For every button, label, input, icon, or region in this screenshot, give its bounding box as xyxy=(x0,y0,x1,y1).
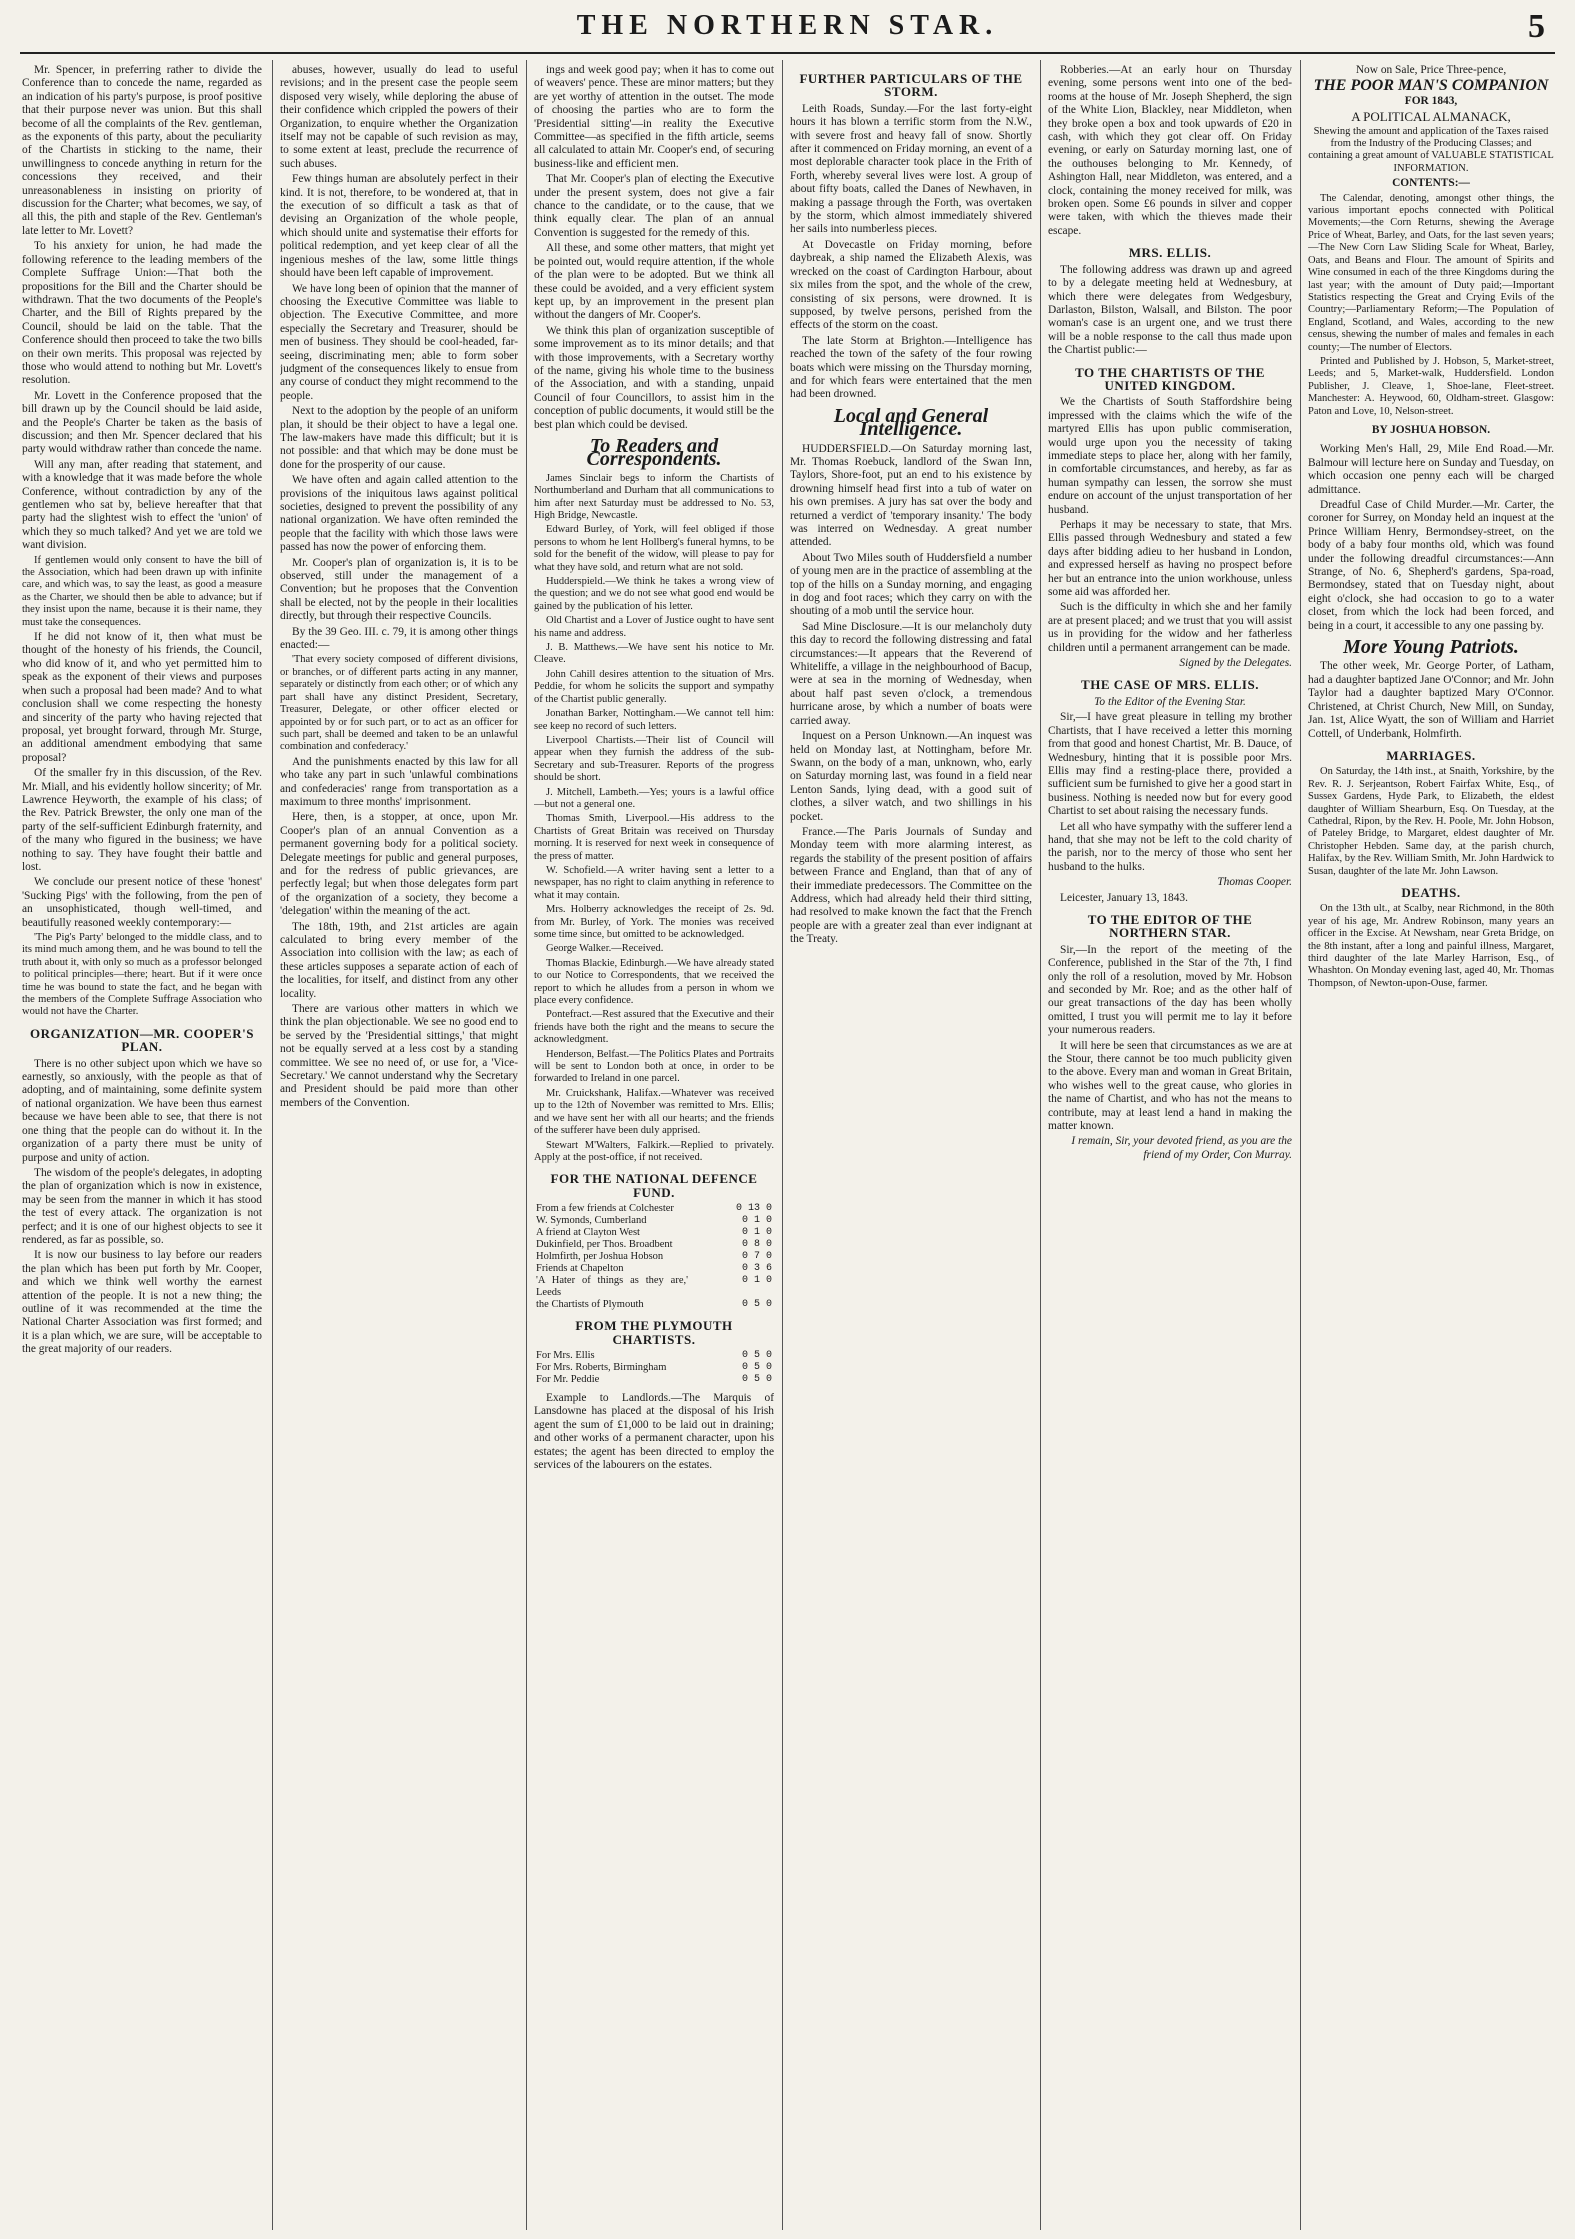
article-paragraph: If he did not know of it, then what must be thought of the honesty of his friends, the Council, who did know of it, and who yet permitted him to speak as the exponent of their views and purposes when such a proposal had been made? And to what conclusion shall we come respecting the honesty and sincerity of the party who having rejected that proposal, yet brought forward, through Mr. Sturge, an additional amendment embodying that same proposal? xyxy=(22,631,262,764)
correspondent-note: Mrs. Holberry acknowledges the receipt of 2s. 9d. from Mr. Burley, of York. The monies was received some time since, but omitted to be acknowledged. xyxy=(534,904,774,940)
article-paragraph: Such is the difficulty in which she and her family are at present placed; and we trust that you will assist us in providing for the widow and her fatherless children until a permanent arrangement can be made. xyxy=(1048,601,1292,654)
article-paragraph: Sad Mine Disclosure.—It is our melancholy duty this day to record the following distressing and fatal circumstances:—It appears that the Reverend of Whiteliffe, a village in the neighbourhood of Bacup, were at sea in the morning of Wednesday, when about half past seven o'clock, a tremendous hurricane arose, by which a number of boats were carried away. xyxy=(790,620,1032,727)
article-paragraph: On Saturday, the 14th inst., at Snaith, Yorkshire, by the Rev. R. J. Serjeantson, Robert Fairfax White, Esq., of Sussex Gardens, Hyde Park, to Elizabeth, the eldest daughter of William Shearburn, Esq. On Tuesday, at the Cathedral, Ripon, by the Rev. H. Poole, Mr. John Hobson, of Pateley Bridge, to Margaret, eldest daughter of Mr. Christopher Hebden. Same day, at the parish church, Halifax, by the Rev. William Smith, Mr. John Hardwick to Susan, daughter of the late Mr. John Lawson. xyxy=(1308,766,1554,877)
correspondent-note: W. Schofield.—A writer having sent a letter to a newspaper, has no right to claim anything in reference to what it may contain. xyxy=(534,864,774,901)
article-paragraph: The wisdom of the people's delegates, in adopting the plan of organization which is now in existence, may be seen from the manner in which it has stood the test of every attack. The organization is not perfect; and it is one of our highest objects to see it rendered, as far as possible, so. xyxy=(22,1166,262,1246)
article-quote: 'That every society composed of different divisions, or branches, or of different parts acting in any manner, separately or distinctly from each other; or of which any part shall have any distinct President, Secretary, Treasurer, Delegate, or other officer elected or appointed by or for such part, or to act as an officer for such part, shall be deemed and taken to be an unlawful combination and confederacy.' xyxy=(280,654,518,753)
header-rule xyxy=(20,52,1555,54)
article-paragraph: Inquest on a Person Unknown.—An inquest was held on Monday last, at Nottingham, before Mr. Swann, on the body of a man, unknown, who, early on Saturday morning last, was found in a field near Lenton Sands, lying dead, with a good suit of clothes, a silver watch, and two shillings in his pocket. xyxy=(790,730,1032,823)
article-quote: If gentlemen would only consent to have the bill of the Association, which had been drawn up with infinite care, and which was, to say the least, as good a measure as the Charter, we should then be able to advance; but if they insist upon the name, because it is their name, they must take the consequences. xyxy=(22,554,262,628)
table-row: For Mrs. Ellis 0 5 0 xyxy=(536,1349,772,1361)
correspondent-note: Edward Burley, of York, will feel obliged if those persons to whom he lent Hollberg's funeral hymns, to be sold for the benefit of the widow, will please to pay for what they have sold, and return what are not sold. xyxy=(534,524,774,573)
article-paragraph: Let all who have sympathy with the sufferer lend a hand, that she may not be left to the cold charity of the parish, nor to the mercy of those who sent her husband to the hulks. xyxy=(1048,820,1292,873)
article-paragraph: On the 13th ult., at Scalby, near Richmond, in the 80th year of his age, Mr. Andrew Robinson, many years an officer in the Excise. At Newsham, near Greta Bridge, on the 8th instant, after a long and painful illness, Margaret, third daughter of the late Marley Harrison, Esq., of Whashton. On Monday evening last, aged 40, Mr. Thomas Thompson, of Newton-upon-Ouse, farmer. xyxy=(1308,903,1554,989)
correspondent-note: John Cahill desires attention to the situation of Mrs. Peddie, for whom he solicits the support and sympathy of the Chartist public generally. xyxy=(534,668,774,705)
section-heading-storm: FURTHER PARTICULARS OF THE STORM. xyxy=(799,71,1023,100)
article-paragraph: Sir,—I have great pleasure in telling my brother Chartists, that I have received a letter this morning from that good and honest Chartist, Mr. B. Dauce, of Wednesbury, hinting that it is possible poor Mrs. Ellis may find a resting-place there, provided a sufficient sum be furnished to give her a good start in business. Nothing is needed now but for every good Chartist to set about raising the necessary funds. xyxy=(1048,711,1292,818)
article-paragraph: ings and week good pay; when it has to come out of weavers' pence. These are minor matters; but they are yet worthy of attention in the outset. The mode of choosing the parties who are to form the 'Presidential sitting'—in reality the Executive Committee—as specified in the fifth article, seems all calculated to attain Mr. Cooper's end, of securing business-like and efficient men. xyxy=(534,64,774,170)
masthead: THE NORTHERN STAR. xyxy=(576,10,999,41)
table-row: 'A Hater of things as they are,' Leeds 0 1 0 xyxy=(536,1275,772,1299)
section-heading-readers: To Readers and Correspondents. xyxy=(586,434,722,471)
article-paragraph: We have often and again called attention to the provisions of the iniquitous laws against political societies, designed to prevent the possibility of any national organization. We have often reminded the people that the facility with which those laws were passed has now the power of enforcing them. xyxy=(280,474,518,554)
correspondent-note: Thomas Smith, Liverpool.—His address to the Chartists of Great Britain was received on Thursday morning. It is reserved for next week in consequence of the press of matter. xyxy=(534,813,774,862)
article-paragraph: Here, then, is a stopper, at once, upon Mr. Cooper's plan of an annual Convention as a permanent governing body for a political society. Delegate meetings for public and general purposes, and for the redress of public grievances, are perfectly legal; but when those delegates form part of the organization of a society, they become a 'delegation' within the meaning of the act. xyxy=(280,811,518,918)
signature: I remain, Sir, your devoted friend, as you are the friend of my Order, Con Murray. xyxy=(1071,1135,1292,1161)
correspondent-note: Old Chartist and a Lover of Justice ought to have sent his name and address. xyxy=(534,615,774,639)
table-row: Dukinfield, per Thos. Broadbent 0 8 0 xyxy=(536,1239,772,1251)
article-paragraph: By the 39 Geo. III. c. 79, it is among other things enacted:— xyxy=(280,625,518,652)
article-quote: 'The Pig's Party' belonged to the middle class, and to its mind much among them, and he was bound to tell the truth about it, with only so much as a professor belonged to political principles—there; heart. But if it were once time he was bound to state the fact, and he began with the members of the Complete Suffrage Association who would not have the Charter. xyxy=(22,932,262,1018)
correspondent-note: Jonathan Barker, Nottingham.—We cannot tell him: see keep no record of such letters. xyxy=(534,708,774,732)
column-4 xyxy=(790,64,1032,2224)
correspondent-note: Henderson, Belfast.—The Politics Plates and Portraits will be sent to London both at once, in order to be forwarded to Ireland in one parcel. xyxy=(534,1048,774,1085)
table-row: For Mr. Peddie 0 5 0 xyxy=(536,1373,772,1385)
column-2 xyxy=(280,64,518,2224)
article-paragraph: Leith Roads, Sunday.—For the last forty-eight hours it has blown a terrific storm from the N.W., with severe frost and heavy fall of snow. Shortly after it commenced on Friday morning, an event of a most deplorable character took place in the Frith of Forth, whereby several lives were lost. A group of about fifty boats, called the Danes of Newhaven, in making a passage through the Forth, was overtaken by the storm, which almost immediately shivered her sails into numberless pieces. xyxy=(790,102,1032,236)
ad-year: FOR 1843, xyxy=(1404,94,1458,107)
column-rule xyxy=(526,60,527,2230)
ad-contents-head: CONTENTS:— xyxy=(1392,177,1470,190)
column-rule xyxy=(782,60,783,2230)
section-heading-case: THE CASE OF MRS. ELLIS. xyxy=(1081,677,1259,693)
table-row: the Chartists of Plymouth 0 5 0 xyxy=(536,1299,772,1311)
column-3 xyxy=(534,64,774,2224)
article-paragraph: All these, and some other matters, that might yet be pointed out, would require attention, if the whole of the plan were to be adopted. But we think all these could be avoided, and a very efficient system kept up, by an improvement in the present plan without the dangers of Mr. Cooper's. xyxy=(534,242,774,322)
article-paragraph: About Two Miles south of Huddersfield a number of young men are in the practice of assembling at the top of the hills on a Sunday morning, and engaging in dog and foot races; which they carry on with the shouting of a mob until the service hour. xyxy=(790,551,1032,618)
article-paragraph: And the punishments enacted by this law for all who take any part in such 'unlawful combinations and confederacies' range from transportation as a maximum to three months' imprisonment. xyxy=(280,755,518,808)
article-paragraph: Dreadful Case of Child Murder.—Mr. Carter, the coroner for Surrey, on Monday held an inquest at the Prince William Henry, Bermondsey-street, on the body of a baby four months old, which was found under the following dreadful circumstances:—Ann Strange, of No. 6, Shepherd's gardens, Spa-road, Bermondsey, stated that on Tuesday night, about eight o'clock, she had occasion to go to a water closet, from which the lock had been forced, and being in a court, it accessible to any one passing by. xyxy=(1308,499,1554,632)
page-number: 5 xyxy=(1528,8,1545,45)
article-paragraph: Example to Landlords.—The Marquis of Lansdowne has placed at the disposal of his Irish agent the sum of £1,000 to be laid out in draining; and other works of a permanent character, upon his estates; the agent has been directed to employ the services of the labourers on the estates. xyxy=(534,1391,774,1471)
column-5 xyxy=(1048,64,1292,2224)
article-paragraph: Few things human are absolutely perfect in their kind. It is not, therefore, to be wondered at, that in the execution of so difficult a task as that of devising an Organization of the whole people, which should unite and systematise their efforts for political redemption, and yet keep clear of all the ingenious meshes of the law, some little things should have been left capable of improvement. xyxy=(280,173,518,280)
section-heading-address: TO THE CHARTISTS OF THE UNITED KINGDOM. xyxy=(1075,364,1265,393)
article-paragraph: Mr. Lovett in the Conference proposed that the bill drawn up by the Council should be laid aside, and the People's Charter be taken as the basis of discussion; and then Mr. Spencer declared that his party would withdraw rather than concede the name. xyxy=(22,389,262,456)
article-paragraph: The following address was drawn up and agreed to by a delegate meeting held at Wednesbury, at which there were delegates from Wedgesbury, Darlaston, Bilston, Walsall, and Bilston. The poor woman's case is an urgent one, and we trust there will be a noble response to the call thus made upon the Chartist public:— xyxy=(1048,263,1292,357)
article-paragraph: Mr. Spencer, in preferring rather to divide the Conference than to concede the name, regarded as an indication of his party's purpose, is proof positive that their purpose never was union. But this shall become of all the complaints of the Rev. gentleman, as the exponents of this party, about the peculiarity of the Chartists in sticking to the name, their unwillingness to concede anything in return for the concessions they received, and their unreasonableness in insisting on priority of discussion for the Charter; what becomes, we say, of all this, the pith and staple of the Rev. Gentleman's late letter to Mr. Lovett? xyxy=(22,64,262,237)
column-rule xyxy=(272,60,273,2230)
article-paragraph: We the Chartists of South Staffordshire being impressed with the claims which the wife of the martyred Ellis has upon public commiseration, would urge upon you the necessity of taking immediate steps to place her, along with her family, in comfortable circumstances, and hereby, as far as human sympathy can lessen, the sorrow she must endure on account of the unjust transportation of her husband. xyxy=(1048,396,1292,516)
article-paragraph: There are various other matters in which we think the plan objectionable. We see no good end to be served by the 'Presidential sittings,' that might not be equally served at a less cost by a standing committee. We see no need of, or use for, a 'Vice-Secretary.' We cannot understand why the Secretary and President should be paid more than other members of the Convention. xyxy=(280,1003,518,1109)
article-paragraph: The other week, Mr. George Porter, of Latham, had a daughter baptized Jane O'Connor; and Mr. John Taylor had a daughter baptized Mary O'Connor. Christened, at Christ Church, New Mill, on Sunday, Jan. 1st, Alice Wyatt, the son of William and Harriet Cottell, of Underbank, Holmfirth. xyxy=(1308,660,1554,740)
correspondent-note: Thomas Blackie, Edinburgh.—We have already stated to our Notice to Correspondents, that we received the report to which he alludes from a person in whom we place every confidence. xyxy=(534,957,774,1007)
article-paragraph: Mr. Cooper's plan of organization is, it is to be observed, still under the management of a Convention; but he proposes that the Convention shall be elected, not by the people in their localities directly, but through their respective Councils. xyxy=(280,556,518,623)
article-paragraph: That Mr. Cooper's plan of electing the Executive under the present system, does not give a fair chance to the candidate, or to the cause, that we think equally clear. The plan of an annual Convention is suggested for the remedy of this. xyxy=(534,173,774,239)
correspondent-note: Mr. Cruickshank, Halifax.—Whatever was received up to the 12th of November was remitted to Mrs. Ellis; and we have sent her with all our hearts; and the friends of the sufferer have been duly apprised. xyxy=(534,1087,774,1137)
section-heading-local: Local and General Intelligence. xyxy=(833,404,989,441)
correspondent-note: J. Mitchell, Lambeth.—Yes; yours is a lawful office—but not a general one. xyxy=(534,786,774,810)
plymouth-fund-table xyxy=(534,1350,774,1386)
article-paragraph: It will here be seen that circumstances as we are at the Stour, there cannot be too much publicity given to the above. Every man and woman in Great Britain, who wishes well to the great cause, who glories in the name of Chartist, and who has not the means to contribute, may at least lend a hand in making the matter known. xyxy=(1048,1039,1292,1133)
article-paragraph: Of the smaller fry in this discussion, of the Rev. Mr. Miall, and his evidently hollow sincerity; of Mr. Lawrence Heyworth, the example of his class; of the Rev. Patrick Brewster, the only one man of the party of the self-sufficient Edinburgh fraternity, and of the many who figured in the business; we have nothing to say. They have fought their battle and lost. xyxy=(22,767,262,873)
article-paragraph: Sir,—In the report of the meeting of the Conference, published in the Star of the 7th, I find only the roll of a resolution, moved by Mr. Hobson and seconded by Mr. Roe; and as the other half of our great transactions of the day has been wholly omitted, I trust you will permit me to lay it before your numerous readers. xyxy=(1048,943,1292,1037)
column-6 xyxy=(1308,64,1554,2224)
article-paragraph: It is now our business to lay before our readers the plan which has been put forth by Mr. Cooper, and which we think well worthy the earnest attention of the people. It is not a new thing; the outline of it was recommended at the time the National Charter Association was first formed; and it is a plan which, we are sure, will be acceptable to the great majority of our readers. xyxy=(22,1249,262,1356)
table-row: From a few friends at Colchester 0 13 0 xyxy=(536,1203,772,1215)
article-paragraph: To his anxiety for union, he had made the following reference to the leading members of the Complete Suffrage Union:—That both the propositions for the Bill and the Charter should be withdrawn. That the two documents of the People's Charter, and the Bill of Rights prepared by the Council, should be laid on the table. That the Conference should then proceed to take the two bills on their own merits. This proposal was rejected by those who would attend to nothing but Mr. Lovett's resolution. xyxy=(22,240,262,387)
section-heading-organization: ORGANIZATION—MR. COOPER'S PLAN. xyxy=(30,1025,254,1055)
table-row: Friends at Chapelton 0 3 6 xyxy=(536,1263,772,1275)
section-heading-patriots: More Young Patriots. xyxy=(1343,636,1519,659)
article-paragraph: France.—The Paris Journals of Sunday and Monday teem with more alarming interest, as regards the stability of the present position of affairs between France and England, than that of any of their immediate predecessors. The Committee on the Address, which had already held their third sitting, had resolved to make known the fact that the French people are with a greater zeal than ever indignant at the Treaty. xyxy=(790,825,1032,946)
column-rule xyxy=(1300,60,1301,2230)
article-paragraph: Will any man, after reading that statement, and with a knowledge that it was made before the whole Conference, without contradiction by any of the gentlemen who sat by, believe hereafter that that party had the slightest wish to effect the 'union' of which they so much talked? And yet we are told we want division. xyxy=(22,458,262,552)
section-heading-fund: FOR THE NATIONAL DEFENCE FUND. xyxy=(550,1171,758,1200)
ad-title: THE POOR MAN'S COMPANION xyxy=(1313,77,1549,95)
article-paragraph: Next to the adoption by the people of an uniform plan, it should be their object to have a legal one. The law-makers have made this difficult; but it is not possible: and that which may be done must be done for the prosperity of our cause. xyxy=(280,405,518,471)
table-row: For Mrs. Roberts, Birmingham 0 5 0 xyxy=(536,1361,772,1373)
section-heading-plymouth: FROM THE PLYMOUTH CHARTISTS. xyxy=(575,1318,733,1347)
ad-subtitle: A POLITICAL ALMANACK, xyxy=(1351,109,1511,125)
article-paragraph: The late Storm at Brighton.—Intelligence has reached the town of the safety of the four rowing boats which were missing on the Thursday morning, and for which fears were entertained that the men had been drowned. xyxy=(790,334,1032,401)
correspondent-note: Liverpool Chartists.—Their list of Council will appear when they furnish the address of the sub-Secretary and sub-Treasurer. Reports of the progress should be short. xyxy=(534,734,774,784)
article-paragraph: We think this plan of organization susceptible of some improvement as to its minor details; and that with those improvements, with a Secretary worthy of the name, giving his whole time to the business of the Association, and with a standing, unpaid Council of four Councillors, to assist him in the conception of public documents, it would still be the best plan which could be devised. xyxy=(534,324,774,431)
article-paragraph: Working Men's Hall, 29, Mile End Road.—Mr. Balmour will lecture here on Sunday and Tuesday, on which occasion one penny each will be charged admittance. xyxy=(1308,443,1554,496)
correspondent-note: Hudderspield.—We think he takes a wrong view of the question; and we do not see what good end would be gained by the publication of his letter. xyxy=(534,576,774,612)
correspondent-note: George Walker.—Received. xyxy=(546,943,664,955)
signature: Thomas Cooper. xyxy=(1217,876,1292,889)
fund-table xyxy=(534,1203,774,1311)
article-paragraph: The 18th, 19th, and 21st articles are again calculated to bring every member of the Association into collision with the law; as each of these articles supposes a separate action of each of the localities, for itself, and distinct from any other locality. xyxy=(280,920,518,1000)
page-header xyxy=(0,0,1575,60)
ad-contents: The Calendar, denoting, amongst other things, the various important epochs connected with Political Movements;—the Corn Returns, shewing the Average Price of Wheat, Barley, and Oats, for the last seven years;—The New Corn Law Sliding Scale for Wheat, Barley, Oats, and Beans and Flour. The amount of Spirits and Wine consumed in each of the three Kingdoms during the last year; with the amount of Duty paid;—Important Statistics respecting the Great and Crying Evils of the Country;—Parliamentary Reform;—The Population of England, Scotland, and Wales, according to the new census, shewing the number of males and females in each county;—The number of Electors. xyxy=(1308,192,1554,353)
ad-lead: Now on Sale, Price Three-pence, xyxy=(1355,64,1507,76)
section-heading-ellis: MRS. ELLIS. xyxy=(1128,245,1212,261)
article-paragraph: abuses, however, usually do lead to useful revisions; and in the present case the people seem disposed very wisely, while deploring the abuse of their confidence which crippled the powers of their Organization, to enquire whether the Organization itself may not be capable of such revision as may, to some extent at least, preclude the recurrence of such abuses. xyxy=(280,64,518,170)
correspondent-note: James Sinclair begs to inform the Chartists of Northumberland and Durham that all communications to him after next Saturday must be addressed to No. 53, High Bridge, Newcastle. xyxy=(534,472,774,521)
correspondent-note: J. B. Matthews.—We have sent his notice to Mr. Cleave. xyxy=(534,642,774,666)
letter-salutation: To the Editor of the Evening Star. xyxy=(1094,695,1246,708)
article-paragraph: We conclude our present notice of these 'honest' 'Sucking Pigs' with the following, from the pen of an unsophisticated, though well-timed, and beautifully reasoned weekly contemporary:— xyxy=(22,876,262,929)
article-paragraph: Robberies.—At an early hour on Thursday evening, some persons went into one of the bed-rooms at the house of Mr. Joseph Shepherd, the sign of the White Lion, Blackley, near Middleton, when they broke open a box and took upwards of £20 in cash, with which they got clear off. On Friday evening, or early on Saturday morning last, one of the outhouses belonging to Mr. Kennedy, of Ashington Hall, near Middleton, was entered, and a clock, containing the money received for milk, was broken open. Some £6 pounds in silver and copper were taken, with which the thieves made their escape. xyxy=(1048,64,1292,237)
ad-printed: Printed and Published by J. Hobson, 5, Market-street, Leeds; and 5, Market-walk, Huddersfield. London Publisher, J. Cleave, 1, Shoe-lane, Fleet-street. Manchester: A. Heywood, 60, Oldham-street. Glasgow: Paton and Love, 10, Nelson-street. xyxy=(1308,355,1554,417)
ad-description: Shewing the amount and application of the Taxes raised from the Industry of the Producing Classes; and containing a great amount of VALUABLE STATISTICAL INFORMATION. xyxy=(1308,125,1554,174)
section-heading-editor: TO THE EDITOR OF THE NORTHERN STAR. xyxy=(1087,911,1253,941)
ad-byline: BY JOSHUA HOBSON. xyxy=(1371,423,1491,436)
column-1 xyxy=(22,64,262,2224)
table-row: A friend at Clayton West 0 1 0 xyxy=(536,1227,772,1239)
section-heading-marriages: MARRIAGES. xyxy=(1386,747,1476,763)
article-paragraph: HUDDERSFIELD.—On Saturday morning last, Mr. Thomas Roebuck, landlord of the Swan Inn, Taylors, Shore-foot, put an end to his existence by drowning himself head first into a tub of water on his own premises. A jury has sat over the body and returned a verdict of 'temporary insanity.' The body was interred on Wednesday. A great number attended. xyxy=(790,442,1032,549)
article-paragraph: Perhaps it may be necessary to state, that Mrs. Ellis passed through Wednesbury and stated a few days after bidding adieu to her husband in London, and expressed herself as having no prospect before her but an entrance into the union workhouse, unless some aid was afforded her. xyxy=(1048,519,1292,599)
correspondent-note: Stewart M'Walters, Falkirk.—Replied to privately. Apply at the post-office, if not received. xyxy=(534,1139,774,1163)
article-paragraph: At Dovecastle on Friday morning, before daybreak, a ship named the Elizabeth Alexis, was wrecked on the coast of Cardington Harbour, about six miles from the spot, and the whole of the crew, consisting of six persons, were drowned. It is supposed, by twelve persons, perished from the effects of the storm on the coast. xyxy=(790,238,1032,332)
article-paragraph: There is no other subject upon which we have so earnestly, so anxiously, with the people as that of adopting, and of maintaining, some definite system of national organization. We have been thus earnest because we have been able to see, that there is not one thing that the people can do without it. In the organization of a party there must be unity of purpose and unity of action. xyxy=(22,1057,262,1164)
section-heading-deaths: DEATHS. xyxy=(1401,884,1461,900)
table-row: W. Symonds, Cumberland 0 1 0 xyxy=(536,1215,772,1227)
signature: Signed by the Delegates. xyxy=(1179,657,1292,670)
column-rule xyxy=(1040,60,1041,2230)
article-paragraph: We have long been of opinion that the manner of choosing the Executive Committee was liable to objection. The Executive Committee, and more especially the Secretary and Treasurer, should be men of business. They should be cool-headed, far-seeing, discriminating men; able to form sober judgment of the consequences likely to ensue from any course of conduct they might recommend to the people. xyxy=(280,282,518,402)
correspondent-note: Pontefract.—Rest assured that the Executive and their friends have both the right and the means to secure the acknowledgment. xyxy=(534,1009,774,1046)
dateline: Leicester, January 13, 1843. xyxy=(1060,891,1188,904)
table-row: Holmfirth, per Joshua Hobson 0 7 0 xyxy=(536,1251,772,1263)
